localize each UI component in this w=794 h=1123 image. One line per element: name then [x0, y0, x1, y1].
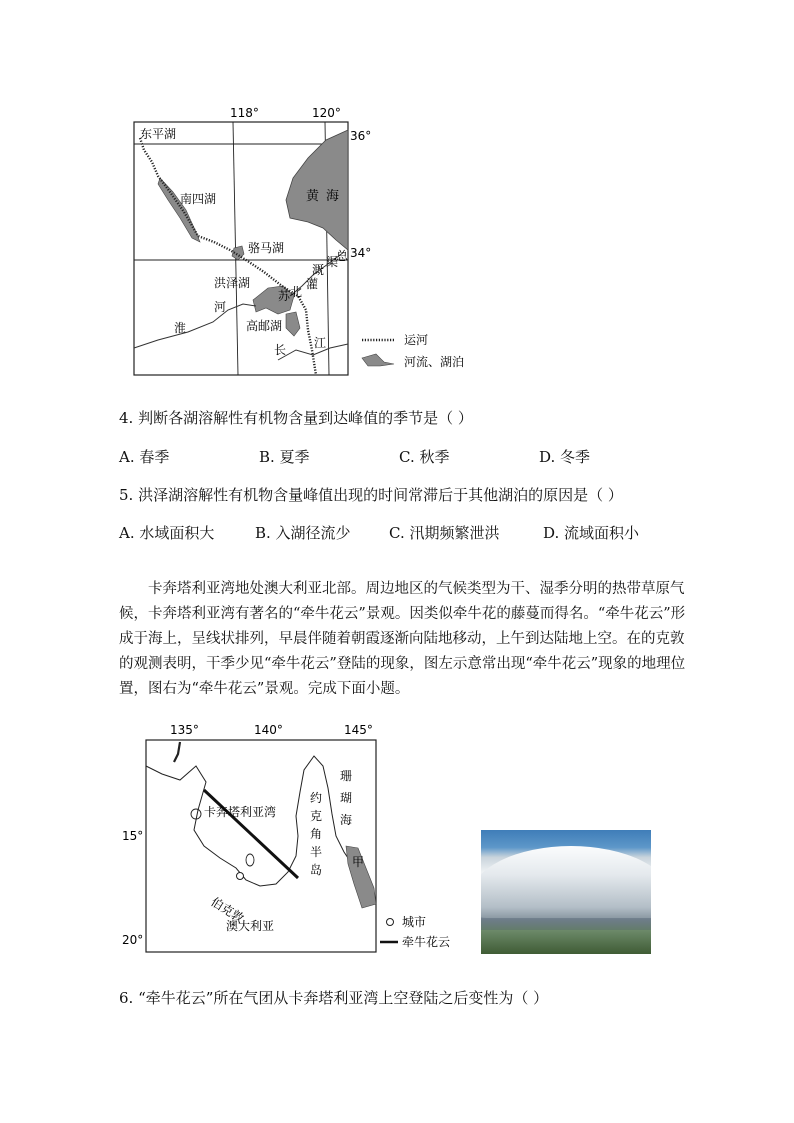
label-bei: 北: [290, 285, 303, 299]
legend-canal-label: 运河: [404, 333, 429, 347]
nansi-lake: [158, 178, 200, 242]
label-australia: 澳大利亚: [226, 919, 275, 933]
label-peninsula-3: 角: [310, 827, 323, 841]
map-huaihe-svg: [118, 100, 478, 385]
burketown-city-marker: [237, 873, 244, 880]
label-sea-3: 海: [340, 813, 353, 827]
label-huai: 淮: [174, 321, 187, 335]
label-guan1: 灌: [306, 277, 319, 291]
label-120: 120°: [312, 106, 341, 120]
label-peninsula-4: 半: [310, 845, 323, 859]
legend-city-symbol: [387, 919, 394, 926]
label-burketown: 伯克敦: [208, 894, 247, 926]
legend-city-label: 城市: [402, 915, 427, 929]
label-sea-1: 珊: [340, 769, 353, 783]
coast-fragment: [174, 742, 180, 762]
label-hongze: 洪泽湖: [214, 276, 251, 290]
label-140: 140°: [254, 723, 283, 737]
label-peninsula-5: 岛: [310, 863, 323, 877]
label-qu: 渠: [326, 255, 339, 269]
q4-option-c: C. 秋季: [399, 448, 450, 466]
label-36: 36°: [350, 129, 372, 143]
grand-canal: [140, 138, 319, 375]
label-guan2: 溉: [312, 263, 325, 277]
label-118: 118°: [230, 106, 259, 120]
map-huaihe-lakes: [118, 100, 478, 385]
label-135: 135°: [170, 723, 199, 737]
q4-stem: 4. 判断各湖溶解性有机物含量到达峰值的季节是（ ）: [119, 409, 473, 427]
q4-option-a: A. 春季: [119, 448, 170, 466]
q5-stem: 5. 洪泽湖溶解性有机物含量峰值出现的时间常滞后于其他湖泊的原因是（ ）: [119, 486, 623, 504]
map-carpentaria: [118, 718, 458, 958]
morning-glory-photo: [481, 830, 651, 954]
q6-stem: 6. “牵牛花云”所在气团从卡奔塔利亚湾上空登陆之后变性为（ ）: [119, 989, 549, 1007]
label-jiang: 江: [314, 336, 327, 350]
label-zong: 总: [336, 249, 349, 263]
q5-option-c: C. 汛期频繁泄洪: [389, 524, 500, 542]
label-huang: 黄: [306, 189, 320, 204]
cloud-roll: [481, 846, 651, 918]
label-peninsula-2: 克: [310, 809, 323, 823]
q5-option-d: D. 流域面积小: [543, 524, 640, 542]
q5-option-a: A. 水域面积大: [119, 524, 215, 542]
yangtze-river: [278, 344, 348, 360]
label-su: 苏: [278, 289, 291, 303]
label-145: 145°: [344, 723, 373, 737]
morning-glory-line: [204, 790, 298, 878]
gaoyou-lake: [286, 312, 300, 336]
q5-option-b: B. 入湖径流少: [255, 524, 351, 542]
label-chang: 长: [274, 343, 287, 357]
grass-foreground: [481, 930, 651, 954]
label-20: 20°: [122, 933, 144, 947]
small-lake: [246, 854, 254, 866]
passage-text: 卡奔塔利亚湾地处澳大利亚北部。周边地区的气候类型为干、湿季分明的热带草原气候，卡奔塔利亚湾有著名的“牵牛花云”景观。因类似牵牛花的藤蔓而得名。“牵牛花云”形成于海上，呈线状排列，早晨伴随着朝霞逐渐向陆地移动，上午到达陆地上空。在的克敦的观测表明，干季少见“牵牛花云”登陆的现象，图左示意常出现“牵牛花云”现象的地理位置，图右为“牵牛花云”景观。完成下面小题。: [119, 581, 686, 697]
label-nansi: 南四湖: [180, 192, 217, 206]
legend-river-label: 河流、湖泊: [404, 355, 465, 369]
legend-cloud-label: 牵牛花云: [402, 935, 451, 949]
label-sea-2: 瑚: [340, 791, 353, 805]
label-15: 15°: [122, 829, 144, 843]
map-carpentaria-svg: [118, 718, 458, 958]
q4-option-d: D. 冬季: [539, 448, 591, 466]
label-dongping: 东平湖: [140, 127, 177, 141]
label-gaoyou: 高邮湖: [246, 319, 283, 333]
label-hai: 海: [326, 189, 340, 204]
label-he: 河: [214, 300, 227, 314]
label-gulf: 卡奔塔利亚湾: [204, 805, 277, 819]
label-peninsula-1: 约: [310, 791, 323, 805]
label-34: 34°: [350, 246, 372, 260]
label-luoma: 骆马湖: [248, 241, 285, 255]
q4-option-b: B. 夏季: [259, 448, 310, 466]
legend-river-symbol: [362, 354, 394, 366]
label-jia: 甲: [352, 855, 365, 869]
